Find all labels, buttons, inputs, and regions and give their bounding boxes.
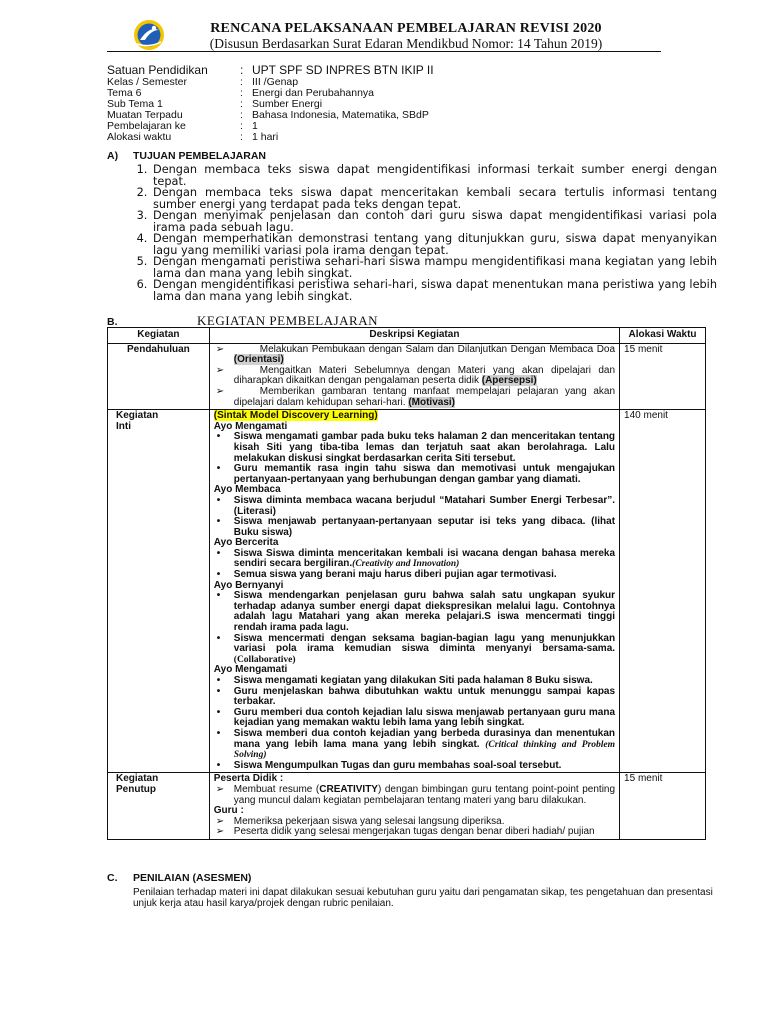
list-item: ➢ Mengaitkan Materi Sebelumnya dengan Materi yang akan dipelajari dan diharapkan dikaitkan dengan pengalaman peserta didik (Apersepsi) [214, 366, 615, 387]
list-item: • Siswa mengamati gambar pada buku teks halaman 2 dan menceritakan tentang kisah Siti yang tiba-tiba lemas dan terjatuh saat akan berolahraga. Lalu melakukan diskusi singkat berdasarkan cerita Siti tersebut. [214, 432, 615, 464]
column-header: Alokasi Waktu [620, 328, 706, 344]
activity-label: Pendahuluan [108, 343, 210, 410]
list-item: 5. Dengan mengamati peristiwa sehari-hari siswa mampu mengidentifikasi mana kegiatan yang lebih lama dan mana yang lebih singkat. [151, 256, 717, 279]
identity-row: Pembelajaran ke : 1 [107, 120, 258, 132]
identity-row: Tema 6 : Energi dan Perubahannya [107, 87, 375, 99]
header-divider [107, 51, 661, 52]
section-tujuan [107, 150, 717, 302]
sub-heading: Peserta Didik : [213, 773, 284, 785]
list-item: ➢ Memeriksa pekerjaan siswa yang selesai langsung diperiksa. [214, 817, 615, 828]
activities-table [107, 327, 706, 840]
list-item: 3. Dengan menyimak penjelasan dan contoh dari guru siswa dapat mengidentifikasi variasi pola irama pada sebuah lagu. [151, 210, 717, 233]
section-penilaian [107, 873, 717, 909]
sub-heading: Ayo Membaca [213, 484, 281, 496]
time-allocation: 15 menit [620, 343, 706, 410]
sub-heading: Guru : [213, 805, 244, 817]
list-item: • Semua siswa yang berani maju harus diberi pujian agar termotivasi. [214, 570, 615, 581]
list-item: • Siswa mendengarkan penjelasan guru bahwa salah satu ungkapan syukur terhadap adanya sumber energi dapat diekspresikan melalui lagu. Contohnya adalah lagu Matahari yang akan mereka pelajari.S iswa mencermati tinggi rendah irama pada lagu. [214, 591, 615, 633]
document-title: RENCANA PELAKSANAAN PEMBELAJARAN REVISI 2020 [210, 21, 602, 36]
identity-block [107, 64, 434, 143]
list-item: • Siswa diminta membaca wacana berjudul “Matahari Sumber Energi Terbesar”. (Literasi) [214, 496, 615, 517]
identity-row: Muatan Terpadu : Bahasa Indonesia, Matematika, SBdP [107, 109, 429, 121]
list-item: • Siswa menjawab pertanyaan-pertanyaan seputar isi teks yang dibaca. (lihat Buku siswa) [214, 517, 615, 538]
sub-heading: Ayo Mengamati [213, 420, 288, 432]
list-item: • Siswa memberi dua contoh kejadian yang berbeda durasinya dan menentukan mana yang lebih lama mana yang lebih singkat. (Critical thinking and Problem Solving) [214, 729, 615, 761]
list-item: • Guru memberi dua contoh kejadian lalu siswa menjawab pertanyaan guru mana kejadian yang memakan waktu lebih lama yang lebih singkat. [214, 708, 615, 729]
identity-row: Sub Tema 1 : Sumber Energi [107, 98, 323, 110]
table-header-row [108, 328, 706, 344]
activity-label: Kegiatan Inti [108, 410, 210, 773]
activity-description [209, 410, 619, 773]
list-item: ➢ Melakukan Pembukaan dengan Salam dan Dilanjutkan Dengan Membaca Doa (Orientasi) [214, 345, 615, 366]
activity-description [209, 773, 619, 840]
list-item: • Siswa mencermati dengan seksama bagian-bagian lagu yang menunjukkan variasi pola irama kemudian siswa diminta menyanyi bersama-sama. (Collaborative) [214, 634, 615, 666]
list-item: • Siswa Siswa diminta menceritakan kembali isi wacana dengan bahasa mereka sendiri secara bergiliran.(Creativity and Innovation) [214, 549, 615, 570]
list-item: 2. Dengan membaca teks siswa dapat menceritakan kembali secara tertulis informasi tentang sumber energi yang terdapat pada teks dengan tepat. [151, 187, 717, 210]
sub-heading: Ayo Mengamati [213, 664, 288, 676]
identity-row: Satuan Pendidikan : UPT SPF SD INPRES BTN IKIP II [107, 63, 434, 77]
document-subtitle: (Disusun Berdasarkan Surat Edaran Mendikbud Nomor: 14 Tahun 2019) [209, 36, 603, 51]
objectives-list [107, 164, 717, 302]
identity-row: Alokasi waktu : 1 hari [107, 131, 279, 143]
list-item: 4. Dengan memperhatikan demonstrasi tentang yang ditunjukkan guru, siswa dapat menyanyikan lagu yang memiliki variasi pola irama dengan tepat. [151, 233, 717, 256]
column-header: Kegiatan [108, 328, 210, 344]
list-item: 1. Dengan membaca teks siswa dapat mengidentifikasi informasi terkait sumber energi dengan tepat. [151, 164, 717, 187]
time-allocation: 15 menit [620, 773, 706, 840]
assessment-text: Penilaian terhadap materi ini dapat dilakukan sesuai kebutuhan guru yaitu dari pengamatan sikap, tes pengetahuan dan presentasi unjuk kerja atau hasil karya/projek dengan rubric penilaian. [133, 887, 713, 909]
column-header: Deskripsi Kegiatan [209, 328, 619, 344]
list-item: ➢ Peserta didik yang selesai mengerjakan tugas dengan benar diberi hadiah/ pujian [214, 827, 615, 838]
list-item: ➢ Membuat resume (CREATIVITY) dengan bimbingan guru tentang point-point penting yang muncul dalam kegiatan pembelajaran tentang materi yang baru dilakukan. [214, 785, 615, 806]
section-kegiatan-heading: B. KEGIATAN PEMBELAJARAN [107, 313, 378, 328]
section-heading: A) TUJUAN PEMBELAJARAN [107, 150, 267, 162]
table-row [108, 773, 706, 840]
table-row [108, 410, 706, 773]
list-item: • Guru memantik rasa ingin tahu siswa dan memotivasi untuk mengajukan pertanyaan-pertanyaan yang berhubungan dengan gambar yang diamati. [214, 464, 615, 485]
section-heading: C. PENILAIAN (ASESMEN) [107, 872, 252, 884]
time-allocation: 140 menit [620, 410, 706, 773]
table-row [108, 343, 706, 410]
list-item: • Siswa mengamati kegiatan yang dilakukan Siti pada halaman 8 Buku siswa. [214, 676, 615, 687]
education-logo-icon [131, 18, 167, 52]
list-item: ➢ Memberikan gambaran tentang manfaat mempelajari pelajaran yang akan dipelajari dalam kehidupan sehari-hari. (Motivasi) [214, 387, 615, 408]
activity-description [209, 343, 619, 410]
list-item: • Siswa Mengumpulkan Tugas dan guru membahas soal-soal tersebut. [214, 761, 615, 772]
sub-heading: Ayo Bernyanyi [213, 579, 284, 591]
list-item: • Guru menjelaskan bahwa dibutuhkan waktu untuk menunggu sampai kapas terbakar. [214, 687, 615, 708]
identity-row: Kelas / Semester : III /Genap [107, 76, 299, 88]
sub-heading: Ayo Bercerita [213, 537, 279, 549]
activity-label: Kegiatan Penutup [108, 773, 210, 840]
model-label: (Sintak Model Discovery Learning) [213, 410, 378, 422]
list-item: 6. Dengan mengidentifikasi peristiwa sehari-hari, siswa dapat menentukan mana peristiwa yang lebih lama dan mana yang lebih singkat. [151, 279, 717, 302]
